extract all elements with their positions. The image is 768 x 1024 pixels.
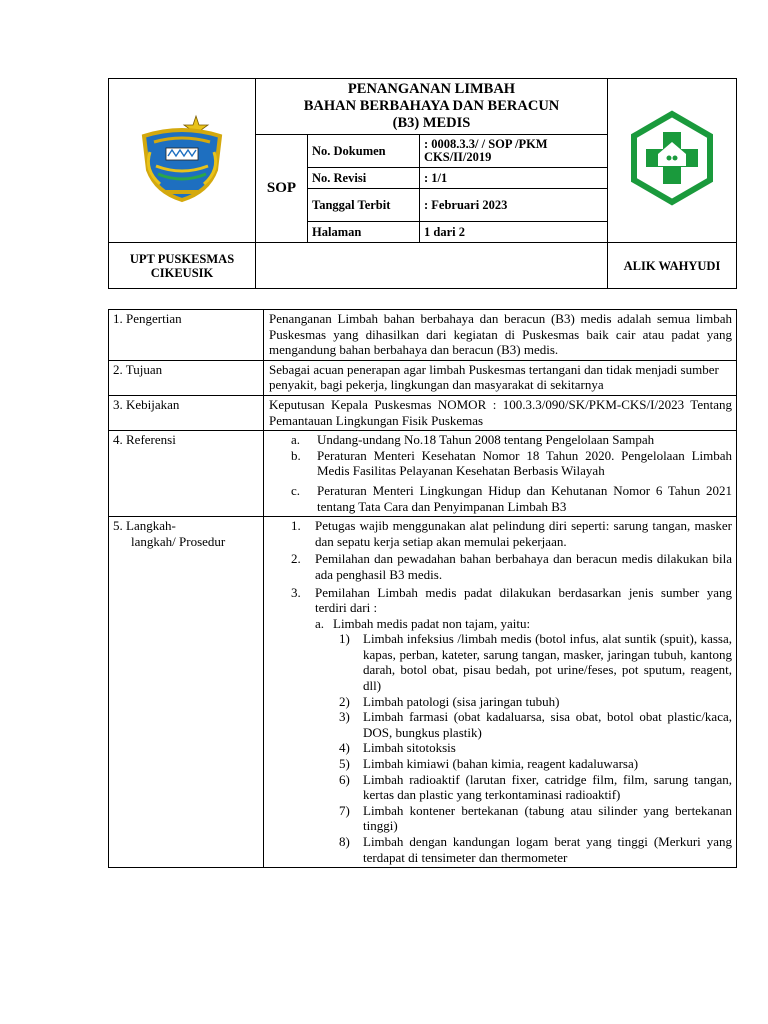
puskesmas-cross-icon xyxy=(624,110,720,206)
list-item: 2. Pemilahan dan pewadahan bahan berbahaya dan beracun medis dilakukan bila ada penghasil B3 medis. xyxy=(291,551,732,582)
field-value-tanggal-terbit: : Februari 2023 xyxy=(420,189,608,222)
list-item: a. Undang-undang No.18 Tahun 2008 tentang Pengelolaan Sampah xyxy=(291,432,655,448)
list-item: 6) Limbah radioaktif (larutan fixer, catridge film, film, sarung tangan, kertas dan plastic yang terkontaminasi radioaktif) xyxy=(339,771,732,803)
text-tujuan: Sebagai acuan penerapan agar limbah Puskesmas tertangani dan tidak menjadi sumber penyakit, bagi pekerja, lingkungan dan masyarakat di sekitarnya xyxy=(264,360,737,395)
field-label-no-dokumen: No. Dokumen xyxy=(308,135,420,168)
sop-label: SOP xyxy=(256,135,308,243)
row-referensi xyxy=(109,431,737,517)
field-label-halaman: Halaman xyxy=(308,222,420,243)
row-pengertian xyxy=(109,310,737,361)
label-tujuan: 2. Tujuan xyxy=(109,360,264,395)
document-title: PENANGANAN LIMBAH BAHAN BERBAHAYA DAN BERACUN (B3) MEDIS xyxy=(256,79,608,135)
field-value-no-dokumen: : 0008.3.3/ / SOP /PKM CKS/II/2019 xyxy=(420,135,608,168)
puskesmas-logo-cell xyxy=(608,79,737,243)
row-prosedur xyxy=(109,517,737,868)
list-item: 1) Limbah infeksius /limbah medis (botol infus, alat suntik (spuit), kassa, kapas, perban, kateter, sarung tangan, masker, jaringan tubuh, kantong darah, botol obat, pisau bedah, pot urine/feses, pot sputum, reagent, dll) xyxy=(339,631,732,694)
field-label-no-revisi: No. Revisi xyxy=(308,168,420,189)
label-pengertian: 1. Pengertian xyxy=(109,310,264,361)
list-item: 7) Limbah kontener bertekanan (tabung atau silinder yang bertekanan tinggi) xyxy=(339,802,732,834)
regency-logo-cell xyxy=(109,79,256,243)
label-prosedur: 5. Langkah- langkah/ Prosedur xyxy=(109,517,264,868)
signatory-name: ALIK WAHYUDI xyxy=(608,243,737,289)
list-item: b. Peraturan Menteri Kesehatan Nomor 18 Tahun 2020. Pengelolaan Limbah Medis Fasilitas Pelayanan Kesehatan Berbasis Wilayah xyxy=(291,447,732,479)
list-prosedur xyxy=(264,517,737,868)
label-kebijakan: 3. Kebijakan xyxy=(109,395,264,430)
row-tujuan xyxy=(109,360,737,395)
list-item: c. Peraturan Menteri Lingkungan Hidup dan Kehutanan Nomor 6 Tahun 2021 tentang Tata Cara dan Penyimpanan Limbah B3 xyxy=(291,482,732,514)
list-item: 3. Pemilahan Limbah medis padat dilakukan berdasarkan jenis sumber yang terdiri dari : xyxy=(291,584,732,616)
field-value-no-revisi: : 1/1 xyxy=(420,168,608,189)
list-referensi xyxy=(264,431,737,517)
list-item: 4) Limbah sitotoksis xyxy=(339,740,456,756)
label-referensi: 4. Referensi xyxy=(109,431,264,517)
sop-header-table xyxy=(108,78,737,289)
list-item: 5) Limbah kimiawi (bahan kimia, reagent kadaluwarsa) xyxy=(339,756,639,772)
row-kebijakan xyxy=(109,395,737,430)
field-value-halaman: 1 dari 2 xyxy=(420,222,608,243)
list-item: a. Limbah medis padat non tajam, yaitu: xyxy=(315,615,531,631)
text-kebijakan: Keputusan Kepala Puskesmas NOMOR : 100.3.3/090/SK/PKM-CKS/I/2023 Tentang Pemantauan Lingkungan Fisik Puskemas xyxy=(264,395,737,430)
regency-emblem-icon xyxy=(136,112,228,204)
list-item: 2) Limbah patologi (sisa jaringan tubuh) xyxy=(339,693,560,709)
list-item: 1. Petugas wajib menggunakan alat pelindung diri seperti: sarung tangan, masker dan sepatu kerja setiap akan memulai pekerjaan. xyxy=(291,518,732,549)
sop-content-table xyxy=(108,309,737,868)
field-label-tanggal-terbit: Tanggal Terbit xyxy=(308,189,420,222)
list-item: 8) Limbah dengan kandungan logam berat yang tinggi (Merkuri yang terdapat di tensimeter dan thermometer xyxy=(339,834,732,865)
text-pengertian: Penanganan Limbah bahan berbahaya dan beracun (B3) medis adalah semua limbah Puskesmas yang dihasilkan dari kegiatan di Puskesmas baik cair atau padat yang mengandung bahan berbahaya dan beracun (B3) medis. xyxy=(264,310,737,361)
list-item: 3) Limbah farmasi (obat kadaluarsa, sisa obat, botol obat plastic/kaca, DOS, bungkus plastik) xyxy=(339,709,732,740)
org-name: UPT PUSKESMAS CIKEUSIK xyxy=(109,243,256,289)
blank-cell xyxy=(256,243,608,289)
